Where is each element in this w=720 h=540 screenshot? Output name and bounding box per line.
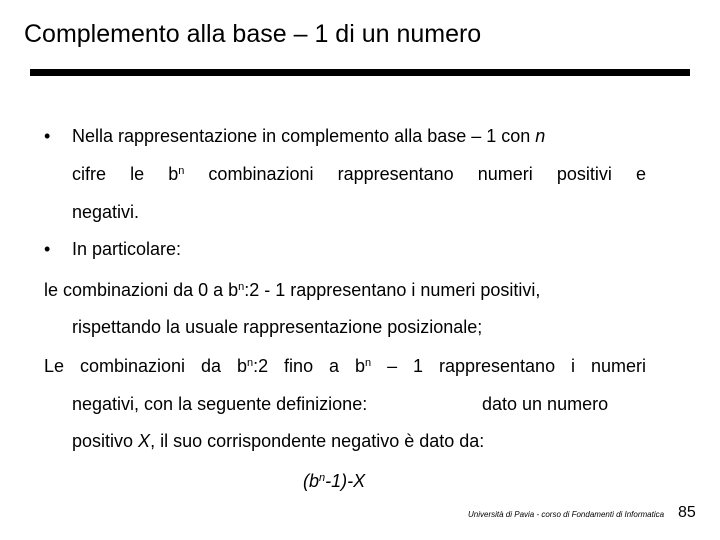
formula xyxy=(303,470,365,492)
para-2-line-2-a: negativi, con la seguente definizione: xyxy=(72,394,368,414)
bullet-1-line-2-a: cifre le b xyxy=(72,164,179,184)
para-1-line-1 xyxy=(44,279,540,301)
bullet-1-text: Nella rappresentazione in complemento alla base – 1 con xyxy=(72,126,536,146)
superscript-n: n xyxy=(365,357,372,369)
para-2-line-3 xyxy=(72,430,484,452)
x-variable: X xyxy=(138,431,151,451)
para-1-line-2: rispettando la usuale rappresentazione posizionale; xyxy=(72,317,483,337)
para-2-line-2-b: dato un numero xyxy=(482,394,609,414)
para-2-line-3-b: , il suo corrispondente negativo è dato da: xyxy=(150,431,485,451)
formula-b: -1)-X xyxy=(325,471,366,491)
bullet-1-line-1 xyxy=(72,125,545,147)
bullet-1-line-3: negativi. xyxy=(72,202,140,222)
bullet-marker: • xyxy=(44,239,51,259)
bullet-marker: • xyxy=(44,126,51,146)
title-underline xyxy=(30,69,690,76)
para-2-line-1 xyxy=(44,355,646,377)
para-1-line-1-b: :2 - 1 rappresentano i numeri positivi, xyxy=(244,280,541,300)
bullet-2-text: In particolare: xyxy=(72,239,182,259)
para-2-line-1-c: – 1 rappresentano i numeri xyxy=(371,356,646,376)
page-number: 85 xyxy=(678,504,696,521)
formula-a: (b xyxy=(303,471,320,491)
superscript-n: n xyxy=(178,165,185,177)
para-2-line-1-b: :2 fino a b xyxy=(253,356,365,376)
bullet-1-line-2-b: combinazioni rappresentano numeri positivi e xyxy=(184,164,646,184)
superscript-n: n xyxy=(246,357,254,369)
para-2-line-1-a: Le combinazioni da b xyxy=(44,356,247,376)
superscript-n: n xyxy=(319,472,326,484)
footer-course-note: Università di Pavia - corso di Fondamenti di Informatica xyxy=(468,510,665,519)
bullet-1-line-2 xyxy=(72,163,646,185)
para-1-line-1-a: le combinazioni da 0 a b xyxy=(44,280,239,300)
superscript-n: n xyxy=(238,281,245,293)
n-variable: n xyxy=(535,126,546,146)
slide-title: Complemento alla base – 1 di un numero xyxy=(24,20,482,48)
para-2-line-3-a: positivo xyxy=(72,431,139,451)
